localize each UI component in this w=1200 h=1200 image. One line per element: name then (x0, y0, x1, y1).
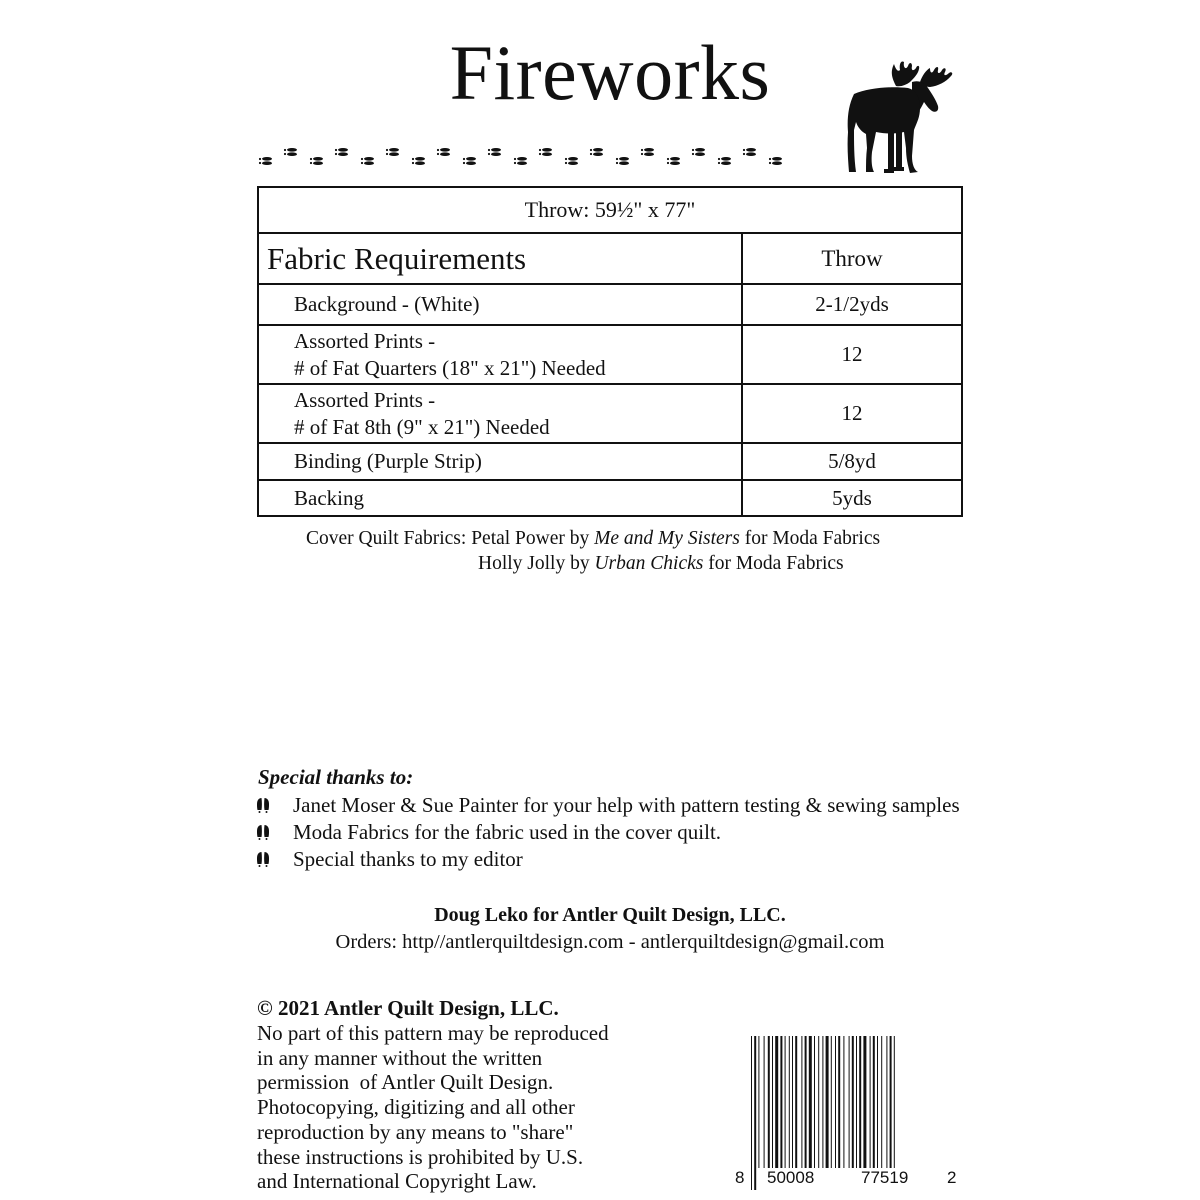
throw-column-heading: Throw (742, 233, 962, 284)
barcode-bar (785, 1036, 786, 1168)
cover-fabric-credit-1 (306, 526, 880, 551)
barcode-bar (873, 1036, 875, 1168)
list-item (256, 846, 960, 873)
cover-fabric-credit-2 (478, 551, 844, 576)
fabric-amount: 12 (742, 384, 962, 443)
fabric-name-line: Background - (White) (294, 292, 480, 316)
table-size-row (258, 187, 962, 233)
fabric-name (258, 384, 742, 443)
barcode-bar (764, 1036, 765, 1168)
barcode-bar (881, 1036, 882, 1168)
barcode-bar (894, 1036, 895, 1168)
fabric-amount: 2-1/2yds (742, 284, 962, 325)
barcode-bar (886, 1036, 887, 1168)
copyright-line: permission of Antler Quilt Design. (257, 1070, 554, 1095)
copyright-line: reproduction by any means to "share" (257, 1119, 574, 1144)
fabric-name-line: Assorted Prints - (294, 328, 436, 353)
moose-silhouette-icon (846, 60, 962, 178)
hoof-print-icon (256, 797, 270, 813)
copyright-line: Photocopying, digitizing and all other (257, 1095, 575, 1120)
barcode-bar (805, 1036, 807, 1168)
hoof-print-icon (256, 824, 270, 840)
fabric-name (258, 284, 742, 325)
barcode-bar (789, 1036, 790, 1168)
table-row (258, 325, 962, 384)
barcode-bar (822, 1036, 823, 1168)
barcode-bar (814, 1036, 815, 1168)
credit-text: Holly Jolly by (478, 553, 595, 574)
barcode-digits: 77519 (861, 1168, 909, 1187)
barcode-bar (775, 1036, 778, 1168)
credit-text: for Moda Fabrics (739, 528, 881, 549)
list-item (256, 819, 960, 846)
barcode-bar (826, 1036, 829, 1168)
barcode-bar (890, 1036, 892, 1168)
designer-credit: Doug Leko for Antler Quilt Design, LLC. (434, 904, 786, 926)
special-thanks-heading: Special thanks to: (258, 765, 414, 789)
fabric-name (258, 480, 742, 516)
table-header-row (258, 233, 962, 284)
barcode-bar (835, 1036, 836, 1168)
hoof-print-trail-icon (258, 140, 798, 170)
barcode-bar (852, 1036, 854, 1168)
special-thanks-list (256, 792, 960, 873)
barcode-number (735, 1168, 957, 1190)
fabric-name-line: Assorted Prints - (294, 387, 436, 412)
barcode-bar (801, 1036, 802, 1168)
fabric-requirements-heading: Fabric Requirements (258, 233, 742, 284)
fabric-amount: 12 (742, 325, 962, 384)
table-row (258, 443, 962, 480)
barcode-bar (792, 1036, 793, 1168)
barcode-bar (843, 1036, 844, 1168)
copyright-line: in any manner without the written (257, 1045, 543, 1070)
credit-text: Cover Quilt Fabrics: Petal Power by (306, 528, 595, 549)
barcode-bar (780, 1036, 782, 1168)
fabric-name (258, 443, 742, 480)
barcode-bar (795, 1036, 797, 1168)
barcode-bar (856, 1036, 857, 1168)
copyright-line: these instructions is prohibited by U.S. (257, 1144, 584, 1169)
table-row (258, 384, 962, 443)
barcode-bar (818, 1036, 819, 1168)
fabric-detail-line: # of Fat Quarters (18" x 21") Needed (294, 355, 606, 380)
fabric-amount: 5/8yd (742, 443, 962, 480)
credit-designer: Urban Chicks (594, 553, 704, 574)
thanks-text: Moda Fabrics for the fabric used in the cover quilt. (293, 820, 722, 844)
barcode-bar (863, 1036, 866, 1168)
credit-text: for Moda Fabrics (703, 553, 844, 574)
copyright-line: No part of this pattern may be reproduced (257, 1021, 609, 1045)
orders-contact: Orders: http//antlerquiltdesign.com - antlerquiltdesign@gmail.com (335, 931, 885, 953)
barcode-bar (838, 1036, 840, 1168)
fabric-name-line: Binding (Purple Strip) (294, 449, 482, 473)
barcode-bar (849, 1036, 850, 1168)
table-row (258, 284, 962, 325)
barcode-bar (831, 1036, 832, 1168)
copyright-line: and International Copyright Law. (257, 1169, 537, 1194)
hoof-print-icon (256, 851, 270, 867)
barcode-bar (870, 1036, 871, 1168)
fabric-amount: 5yds (742, 480, 962, 516)
barcode-bar (859, 1036, 861, 1168)
credit-designer: Me and My Sisters (594, 528, 740, 549)
fabric-requirements-table (257, 186, 963, 517)
barcode-icon (735, 1036, 957, 1190)
barcode-digits: 8 (735, 1168, 745, 1187)
barcode-bar (772, 1036, 773, 1168)
barcode-bar (751, 1036, 752, 1190)
barcode-bar (758, 1036, 759, 1168)
copyright-heading: © 2021 Antler Quilt Design, LLC. (257, 996, 559, 1020)
quilt-size-label: Throw: 59½" x 77" (258, 187, 962, 233)
fabric-name-line: Backing (294, 485, 364, 510)
barcode-bar (754, 1036, 756, 1190)
barcode-bar (768, 1036, 770, 1168)
pattern-title: Fireworks (449, 29, 771, 116)
barcode-bar (809, 1036, 812, 1168)
barcode-digits: 2 (947, 1168, 957, 1187)
fabric-detail-line: # of Fat 8th (9" x 21") Needed (294, 414, 550, 439)
list-item (256, 792, 960, 819)
fabric-name (258, 325, 742, 384)
thanks-text: Special thanks to my editor (293, 847, 523, 871)
barcode-bar (877, 1036, 878, 1168)
copyright-notice (257, 1021, 657, 1194)
thanks-text: Janet Moser & Sue Painter for your help with pattern testing & sewing samples (293, 793, 960, 817)
table-row (258, 480, 962, 516)
barcode-digits: 50008 (767, 1168, 815, 1187)
